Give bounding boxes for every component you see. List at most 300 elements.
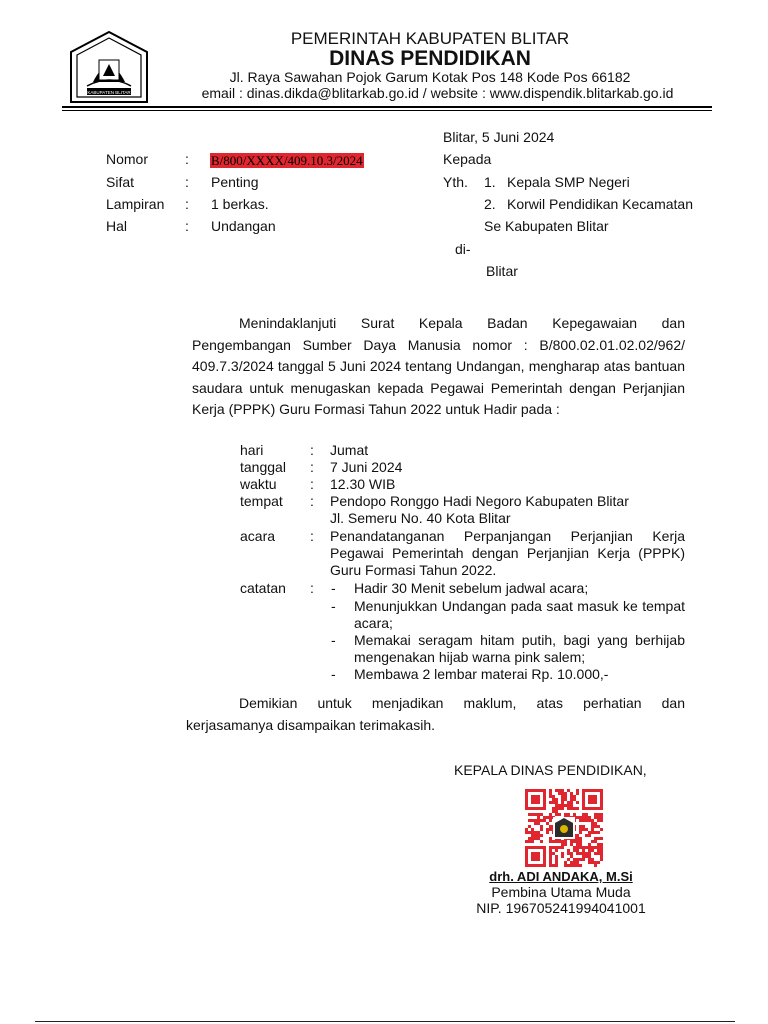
qr-module — [591, 846, 594, 849]
colon: : — [310, 580, 314, 596]
qr-module — [576, 861, 579, 864]
qr-module — [561, 792, 564, 795]
qr-module — [555, 804, 558, 807]
qr-module — [561, 795, 564, 798]
qr-module — [579, 831, 582, 834]
nomor-highlight: B/800/XXXX/409.10.3/2024 — [211, 153, 363, 168]
qr-module — [540, 819, 543, 822]
paragraph-first-line: Menindaklanjuti Surat Kepala Badan Kepegawaian dan — [239, 315, 685, 331]
qr-module — [594, 852, 597, 855]
qr-module — [585, 852, 588, 855]
qr-module — [594, 846, 597, 849]
qr-module — [567, 801, 570, 804]
qr-module — [570, 864, 573, 867]
qr-module — [558, 789, 561, 792]
qr-module — [558, 792, 561, 795]
qr-module — [531, 837, 534, 840]
body-paragraph — [192, 313, 685, 421]
qr-module — [537, 834, 540, 837]
qr-module — [570, 804, 573, 807]
qr-module — [531, 813, 534, 816]
qr-module — [579, 825, 582, 828]
qr-module — [558, 804, 561, 807]
qr-module — [561, 807, 564, 810]
qr-code-signature — [525, 789, 603, 867]
qr-module — [594, 840, 597, 843]
waktu-label: waktu — [240, 476, 277, 492]
qr-module — [588, 861, 591, 864]
qr-module — [582, 813, 585, 816]
qr-module — [549, 813, 552, 816]
acara-value: Penandatanganan Perpanjangan Perjanjian Kerja Pegawai Pemerintah dengan Perjanjian Kerja (PPPK) Guru Formasi Tahun 2022. — [330, 528, 685, 578]
yth-label: Yth. — [443, 174, 468, 190]
qr-module — [591, 861, 594, 864]
qr-module — [558, 813, 561, 816]
qr-module — [582, 849, 585, 852]
government-name: PEMERINTAH KABUPATEN BLITAR — [290, 29, 570, 48]
qr-module — [576, 846, 579, 849]
lampiran-label: Lampiran — [106, 196, 165, 212]
qr-module — [528, 840, 531, 843]
qr-module — [546, 831, 549, 834]
qr-module — [597, 852, 600, 855]
qr-module — [534, 819, 537, 822]
qr-module — [597, 837, 600, 840]
qr-module — [600, 828, 603, 831]
qr-module — [555, 810, 558, 813]
qr-module — [528, 837, 531, 840]
qr-module — [540, 813, 543, 816]
qr-module — [564, 804, 567, 807]
qr-module — [561, 789, 564, 792]
qr-module — [573, 858, 576, 861]
closing-first-line: Demikian untuk menjadikan maklum, atas perhatian dan — [239, 695, 685, 711]
qr-module — [534, 822, 537, 825]
qr-module — [564, 864, 567, 867]
qr-module — [549, 795, 552, 798]
qr-module — [534, 813, 537, 816]
hari-label: hari — [240, 442, 264, 458]
qr-module — [537, 819, 540, 822]
sifat-label: Sifat — [106, 174, 135, 190]
qr-module — [555, 849, 558, 852]
qr-module — [591, 828, 594, 831]
qr-module — [585, 828, 588, 831]
qr-module — [600, 858, 603, 861]
qr-module — [555, 807, 558, 810]
qr-module — [573, 864, 576, 867]
tempat-address: Jl. Semeru No. 40 Kota Blitar — [330, 510, 511, 526]
recipient-city: Blitar — [486, 263, 518, 279]
qr-module — [579, 858, 582, 861]
lampiran-value: 1 berkas. — [211, 196, 269, 212]
qr-module — [600, 819, 603, 822]
qr-module — [564, 861, 567, 864]
qr-module — [558, 840, 561, 843]
qr-module — [576, 837, 579, 840]
regency-logo — [63, 30, 155, 104]
qr-module — [597, 849, 600, 852]
sifat-value: Penting — [211, 174, 259, 190]
qr-module — [588, 855, 591, 858]
qr-module — [567, 849, 570, 852]
qr-module — [576, 864, 579, 867]
qr-module — [531, 834, 534, 837]
qr-module — [549, 864, 552, 867]
qr-module — [567, 852, 570, 855]
tempat-value: Pendopo Ronggo Hadi Negoro Kabupaten Blitar — [330, 493, 629, 509]
qr-module — [552, 807, 555, 810]
bullet: - — [331, 598, 336, 614]
qr-module — [543, 816, 546, 819]
qr-module — [588, 819, 591, 822]
place-date: Blitar, 5 Juni 2024 — [443, 129, 555, 145]
qr-module — [600, 852, 603, 855]
catatan-item: Membawa 2 lembar materai Rp. 10.000,- — [354, 666, 609, 682]
qr-module — [573, 813, 576, 816]
qr-module — [588, 849, 591, 852]
qr-module — [564, 840, 567, 843]
qr-module — [585, 813, 588, 816]
qr-module — [549, 825, 552, 828]
qr-module — [597, 813, 600, 816]
qr-module — [597, 825, 600, 828]
qr-module — [594, 864, 597, 867]
logo-text: KABUPATEN BLITAR — [87, 90, 131, 95]
qr-module — [537, 816, 540, 819]
qr-module — [537, 822, 540, 825]
qr-module — [534, 834, 537, 837]
qr-module — [564, 795, 567, 798]
qr-module — [597, 861, 600, 864]
tanggal-value: 7 Juni 2024 — [330, 459, 403, 475]
qr-module — [600, 855, 603, 858]
qr-module — [564, 843, 567, 846]
colon: : — [310, 528, 314, 544]
qr-module — [579, 816, 582, 819]
qr-module — [549, 801, 552, 804]
paragraph-text: Pengembangan Sumber Daya Manusia nomor : B/800.02.01.02.02/962/ 409.7.3/2024 tanggal 5 Juni 2024 tentang Undangan, mengharap atas bantuan saudara untuk menugaskan kepada Pegawai Pemerintah dengan Perjanjian Kerja (PPPK) Guru Formasi Tahun 2022 untuk Hadir pada : — [192, 336, 685, 417]
qr-module — [525, 828, 528, 831]
qr-module — [549, 789, 552, 792]
qr-module — [600, 849, 603, 852]
qr-module — [555, 846, 558, 849]
qr-module — [576, 801, 579, 804]
qr-module — [567, 813, 570, 816]
qr-module — [573, 798, 576, 801]
qr-module — [594, 837, 597, 840]
letterhead-rule-thick — [62, 106, 712, 108]
recipient-number: 1. — [484, 174, 496, 190]
bullet: - — [331, 632, 336, 648]
catatan-item: Menunjukkan Undangan pada saat masuk ke tempat acara; — [354, 598, 685, 631]
qr-module — [588, 852, 591, 855]
qr-module — [594, 816, 597, 819]
qr-module — [597, 843, 600, 846]
qr-module — [564, 813, 567, 816]
qr-module — [594, 822, 597, 825]
qr-module — [573, 846, 576, 849]
qr-module — [573, 807, 576, 810]
qr-module — [570, 801, 573, 804]
nomor-label: Nomor — [106, 151, 149, 167]
qr-module — [567, 789, 570, 792]
qr-module — [525, 840, 528, 843]
hari-value: Jumat — [330, 442, 369, 458]
qr-module — [549, 855, 552, 858]
catatan-label: catatan — [240, 580, 286, 596]
qr-module — [540, 825, 543, 828]
colon: : — [185, 174, 189, 190]
qr-module — [555, 801, 558, 804]
qr-module — [564, 792, 567, 795]
qr-module — [549, 828, 552, 831]
qr-module — [573, 840, 576, 843]
nomor-value — [210, 152, 364, 169]
hal-value: Undangan — [211, 218, 276, 234]
qr-module — [576, 840, 579, 843]
qr-module — [570, 855, 573, 858]
hal-label: Hal — [106, 218, 128, 234]
bullet: - — [331, 666, 336, 682]
qr-module — [561, 804, 564, 807]
qr-module — [579, 864, 582, 867]
bullet: - — [331, 580, 336, 596]
qr-module — [531, 831, 534, 834]
qr-module — [567, 858, 570, 861]
qr-module — [555, 798, 558, 801]
colon: : — [310, 476, 314, 492]
catatan-item: Memakai seragam hitam putih, bagi yang berhijab mengenakan hijab warna pink salem; — [354, 632, 685, 665]
qr-module — [537, 813, 540, 816]
qr-module — [591, 822, 594, 825]
qr-module — [576, 849, 579, 852]
qr-module — [576, 789, 579, 792]
qr-module — [552, 801, 555, 804]
acara-label: acara — [240, 528, 276, 544]
qr-module — [585, 846, 588, 849]
qr-module — [570, 795, 573, 798]
qr-module — [552, 810, 555, 813]
colon: : — [185, 196, 189, 212]
qr-module — [585, 834, 588, 837]
colon: : — [310, 442, 314, 458]
colon: : — [185, 218, 189, 234]
qr-module — [528, 813, 531, 816]
qr-module — [600, 837, 603, 840]
qr-module — [561, 798, 564, 801]
qr-module — [570, 840, 573, 843]
qr-module — [588, 858, 591, 861]
qr-module — [549, 861, 552, 864]
qr-module — [552, 798, 555, 801]
qr-module — [600, 813, 603, 816]
qr-module — [558, 846, 561, 849]
qr-module — [582, 858, 585, 861]
qr-module — [585, 855, 588, 858]
qr-module — [591, 819, 594, 822]
qr-module — [600, 846, 603, 849]
qr-module — [594, 825, 597, 828]
qr-module — [549, 849, 552, 852]
qr-module — [549, 792, 552, 795]
qr-module — [597, 831, 600, 834]
qr-module — [567, 804, 570, 807]
qr-module — [588, 816, 591, 819]
qr-module — [582, 852, 585, 855]
qr-module — [570, 852, 573, 855]
qr-module — [582, 816, 585, 819]
qr-module — [549, 837, 552, 840]
closing-paragraph — [192, 693, 685, 715]
qr-module — [570, 807, 573, 810]
qr-module — [561, 840, 564, 843]
qr-module — [582, 846, 585, 849]
di-label: di- — [455, 241, 471, 257]
qr-module — [579, 828, 582, 831]
qr-module — [561, 801, 564, 804]
qr-module — [594, 831, 597, 834]
signatory-rank: Pembina Utama Muda — [491, 884, 631, 900]
qr-module — [549, 816, 552, 819]
qr-module — [528, 825, 531, 828]
qr-module — [528, 831, 531, 834]
qr-module — [579, 819, 582, 822]
qr-module — [576, 843, 579, 846]
qr-module — [570, 798, 573, 801]
qr-module — [600, 816, 603, 819]
qr-module — [552, 795, 555, 798]
qr-module — [552, 864, 555, 867]
qr-module — [540, 834, 543, 837]
qr-module — [540, 840, 543, 843]
qr-module — [579, 846, 582, 849]
qr-module — [555, 789, 558, 792]
qr-module — [555, 813, 558, 816]
qr-module — [591, 858, 594, 861]
qr-module — [576, 807, 579, 810]
qr-module — [570, 843, 573, 846]
qr-module — [588, 831, 591, 834]
qr-module — [573, 861, 576, 864]
signatory-title: KEPALA DINAS PENDIDIKAN, — [454, 762, 647, 778]
waktu-value: 12.30 WIB — [330, 476, 396, 492]
colon: : — [310, 493, 314, 509]
qr-module — [543, 819, 546, 822]
qr-module — [549, 852, 552, 855]
qr-module — [549, 846, 552, 849]
agency-address: Jl. Raya Sawahan Pojok Garum Kotak Pos 148 Kode Pos 66182 — [229, 69, 631, 85]
qr-module — [576, 816, 579, 819]
qr-module — [597, 816, 600, 819]
qr-module — [588, 846, 591, 849]
qr-module — [591, 849, 594, 852]
qr-module — [579, 837, 582, 840]
qr-module — [555, 858, 558, 861]
qr-module — [597, 846, 600, 849]
qr-module — [582, 819, 585, 822]
qr-module — [549, 840, 552, 843]
qr-module — [537, 837, 540, 840]
qr-module — [570, 861, 573, 864]
qr-module — [555, 861, 558, 864]
qr-module — [525, 831, 528, 834]
qr-module — [591, 825, 594, 828]
kepada-label: Kepada — [443, 151, 492, 167]
qr-module — [561, 846, 564, 849]
signatory-nip: NIP. 196705241994041001 — [476, 900, 646, 916]
agency-contact: email : dinas.dikda@blitarkab.go.id / website : www.dispendik.blitarkab.go.id — [201, 85, 674, 101]
tanggal-label: tanggal — [240, 459, 286, 475]
qr-module — [594, 813, 597, 816]
qr-module — [591, 831, 594, 834]
qr-module — [546, 816, 549, 819]
qr-module — [534, 831, 537, 834]
qr-module — [579, 843, 582, 846]
qr-module — [579, 852, 582, 855]
letterhead-rule-thin — [62, 110, 712, 111]
colon: : — [310, 459, 314, 475]
qr-module — [546, 822, 549, 825]
qr-module — [585, 819, 588, 822]
qr-module — [570, 792, 573, 795]
tempat-label: tempat — [240, 493, 283, 509]
qr-module — [558, 807, 561, 810]
qr-module — [576, 792, 579, 795]
agency-name: DINAS PENDIDIKAN — [329, 47, 531, 70]
qr-module — [561, 855, 564, 858]
qr-module — [576, 834, 579, 837]
qr-module — [555, 864, 558, 867]
qr-module — [588, 843, 591, 846]
recipient-number: 2. — [484, 196, 496, 212]
colon: : — [185, 151, 189, 167]
qr-module — [534, 837, 537, 840]
qr-module — [582, 825, 585, 828]
qr-module — [561, 843, 564, 846]
qr-module — [531, 828, 534, 831]
qr-module — [585, 816, 588, 819]
qr-module — [546, 828, 549, 831]
qr-module — [537, 831, 540, 834]
qr-module — [576, 858, 579, 861]
qr-module — [582, 855, 585, 858]
qr-module — [600, 843, 603, 846]
qr-module — [528, 819, 531, 822]
qr-module — [588, 834, 591, 837]
qr-module — [531, 819, 534, 822]
recipient-region: Se Kabupaten Blitar — [484, 218, 609, 234]
qr-module — [552, 840, 555, 843]
page-bottom-rule — [35, 1021, 735, 1022]
qr-module — [564, 798, 567, 801]
recipient-item: Kepala SMP Negeri — [507, 174, 630, 190]
qr-module — [597, 819, 600, 822]
closing-second-line: kerjasamanya disampaikan terimakasih. — [186, 717, 435, 733]
qr-module — [576, 852, 579, 855]
qr-module — [552, 846, 555, 849]
qr-module — [549, 819, 552, 822]
qr-module — [567, 807, 570, 810]
qr-module — [567, 864, 570, 867]
qr-module — [540, 828, 543, 831]
qr-module — [552, 852, 555, 855]
signatory-name: drh. ADI ANDAKA, M.Si — [489, 869, 633, 884]
catatan-item: Hadir 30 Menit sebelum jadwal acara; — [354, 580, 589, 596]
qr-module — [594, 861, 597, 864]
recipient-item: Korwil Pendidikan Kecamatan — [507, 196, 693, 212]
qr-module — [549, 858, 552, 861]
